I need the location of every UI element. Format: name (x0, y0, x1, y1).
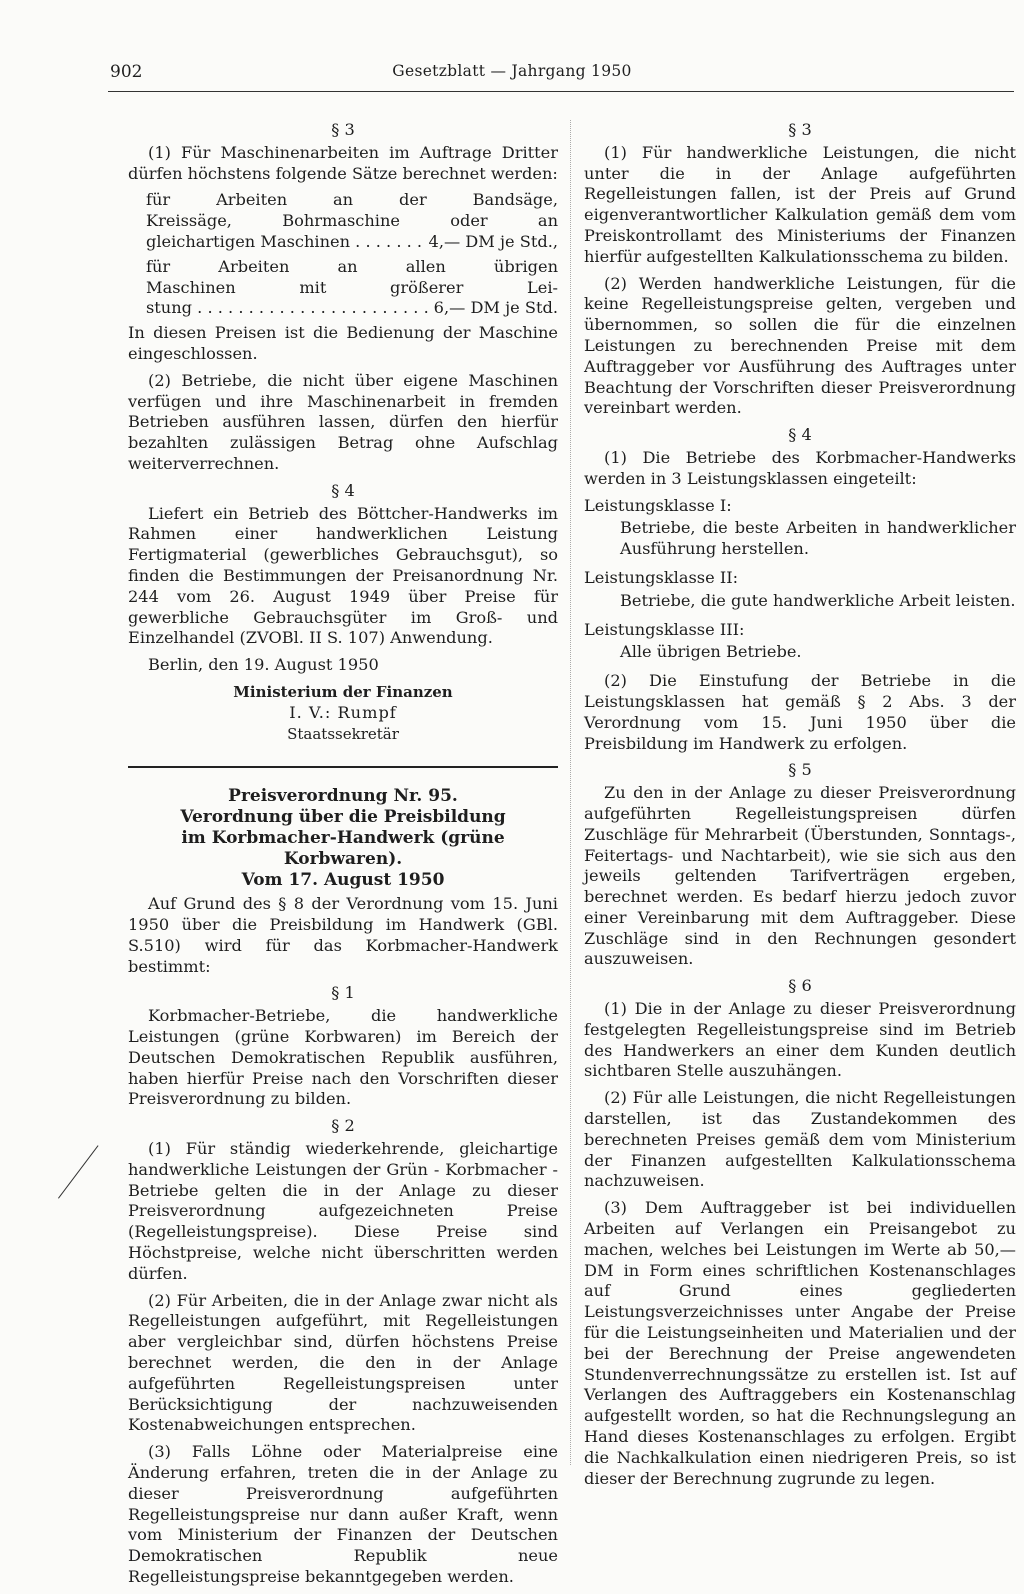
rate-row (146, 298, 558, 319)
section-divider (128, 766, 558, 768)
signatory: I. V.: Rumpf (289, 702, 397, 722)
paragraph: Korbmacher-Betriebe, die handwerkliche Leistungen (grüne Korbwaren) im Bereich der Deutschen Demokratischen Republik ausführen, haben hierfür Preise nach den Vorschriften dieser Preisverordnung zu bilden. (128, 1006, 558, 1109)
paragraph: In diesen Preisen ist die Bedienung der Maschine eingeschlossen. (128, 323, 558, 363)
section-heading: § 4 (331, 480, 355, 500)
paragraph: (1) Für Maschinenarbeiten im Auftrage Dritter dürfen höchstens folgende Sätze berechnet werden: (128, 142, 558, 183)
section-heading: § 4 (788, 425, 812, 445)
header-rule (108, 91, 1014, 92)
ordinance-subtitle: Verordnung über die Preisbildung (180, 807, 506, 828)
rate-text: für Arbeiten an allen übrigen (146, 256, 558, 276)
rate-item (128, 190, 558, 252)
paragraph: (2) Betriebe, die nicht über eigene Maschinen verfügen und ihre Maschinenarbeit in fremden Betrieben ausführen lassen, dürfen den hierfür bezahlten zulässigen Betrag ohne Aufschlag weiterverrechnen. (128, 370, 558, 473)
paragraph: (2) Für Arbeiten, die in der Anlage zwar nicht als Regelleistungen aufgeführt, mit Regelleistungen aber vergleichbar sind, dürfen höchstens Preise berechnet werden, die den in der Anlage aufgeführten Regelleistungspreisen unter Berücksichtigung der nachzuweisenden Kostenabweichungen entsprechen. (128, 1290, 558, 1435)
paragraph: Liefert ein Betrieb des Böttcher-Handwerks im Rahmen einer handwerklichen Leistung Fertigmaterial (gewerbliches Gebrauchsgut), so finden die Bestimmungen der Preisanordnung Nr. 244 vom 26. August 1949 über Preise für gewerbliche Gebrauchsgüter im Groß- und Einzelhandel (ZVOBl. II S. 107) Anwendung. (128, 503, 558, 648)
right-column (584, 118, 1016, 1495)
section-heading: § 3 (788, 120, 812, 139)
rate-text: Kreissäge, Bohrmaschine oder an (146, 211, 558, 231)
column-separator (570, 120, 571, 1465)
class-label: Leistungsklasse I: (584, 495, 732, 515)
paragraph: (2) Für alle Leistungen, die nicht Regelleistungen darstellen, ist das Zustandekommen des berechneten Preises gemäß dem vom Ministerium der Finanzen aufgestellten Kalkulationsschema nachzuweisen. (584, 1088, 1016, 1191)
rate-row (146, 232, 558, 253)
ordinance-date: Vom 17. August 1950 (241, 869, 445, 890)
paragraph: (3) Dem Auftraggeber ist bei individuellen Arbeiten auf Verlangen ein Preisangebot zu machen, welches bei Leistungen im Werte ab 50,— DM in Form eines schriftlichen Kostenanschlages auf Grund eines gegliederten Leistungsverzeichnisses unter Angabe der Preise für die Leistungseinheiten und Materialien und der bei der Berechnung der Preise angewendeten Stundenverrechnungssätze zu erstellen ist. Ist auf Verlangen des Auftraggebers ein Kostenanschlag aufgestellt worden, so hat die Rechnungslegung an Hand dieses Kostenanschlages zu erfolgen. Ergibt die Nachkalkulation einen niedrigeren Preis, so ist dieser der Berechnung zugrunde zu legen. (584, 1198, 1016, 1488)
paragraph: (1) Für handwerkliche Leistungen, die nicht unter die in der Anlage aufgeführten Regelleistungen fallen, ist der Preis auf Grund eigenverantwortlicher Kalkulation gemäß dem vom Preiskontrollamt des Ministeriums der Finanzen hierfür aufgestellten Kalkulationsschema zu bilden. (584, 142, 1016, 266)
class-label: Leistungsklasse III: (584, 619, 745, 639)
rate-value: 6,— DM je Std. (433, 298, 558, 318)
rate-label: stung . . . (146, 298, 428, 319)
class-description: Alle übrigen Betriebe. (620, 642, 802, 662)
rate-text: Maschinen mit größerer Lei- (146, 277, 558, 297)
ministry-name: Ministerium der Finanzen (233, 682, 453, 701)
section-heading: § 2 (331, 1116, 355, 1136)
section-heading: § 6 (788, 976, 812, 996)
paragraph: (3) Falls Löhne oder Materialpreise eine Änderung erfahren, treten die in der Anlage zu dieser Preisverordnung aufgeführten Regelleistungspreise nur dann außer Kraft, wenn vom Ministerium der Finanzen der Deutschen Demokratischen Republik neue Regelleistungspreise bekanntgegeben werden. (128, 1442, 558, 1586)
place-date: Berlin, den 19. August 1950 (148, 655, 379, 675)
class-label: Leistungsklasse II: (584, 567, 739, 587)
class-description: Betriebe, die beste Arbeiten in handwerklicher Ausführung herstellen. (620, 518, 1016, 559)
paragraph: (1) Die in der Anlage zu dieser Preisverordnung festgelegten Regelleistungspreise sind im Betrieb des Handwerkers an einer dem Kunden deutlich sichtbaren Stelle auszuhängen. (584, 999, 1016, 1081)
rate-text: für Arbeiten an der Bandsäge, (146, 190, 558, 210)
signatory-title: Staatssekretär (287, 724, 399, 743)
paragraph: (2) Die Einstufung der Betriebe in die Leistungsklassen hat gemäß § 2 Abs. 3 der Verordnung vom 15. Juni 1950 über die Preisbildung im Handwerk zu erfolgen. (584, 671, 1016, 753)
rate-label: gleichartigen Maschinen . . . (146, 232, 423, 253)
paragraph: Auf Grund des § 8 der Verordnung vom 15. Juni 1950 über die Preisbildung im Handwerk (GBl. S.510) wird für das Korbmacher-Handwerk bestimmt: (128, 894, 558, 976)
class-description: Betriebe, die gute handwerkliche Arbeit leisten. (620, 590, 1016, 610)
publication-title: Gesetzblatt — Jahrgang 1950 (392, 62, 632, 80)
page-header (0, 62, 1024, 92)
rate-value: 4,— DM je Std., (428, 231, 558, 251)
paragraph: (2) Werden handwerkliche Leistungen, für die keine Regelleistungspreise gelten, vergeben und übernommen, so sollen die für die einzelnen Leistungen zu berechnenden Preise mit dem Auftraggeber vor Ausführung des Auftrages unter Beachtung der Vorschriften dieser Preisverordnung vereinbart werden. (584, 273, 1016, 418)
ordinance-subtitle: im Korbmacher-Handwerk (grüne Korbwaren). (181, 827, 505, 869)
section-heading: § 5 (788, 760, 812, 780)
section-heading: § 3 (331, 120, 355, 139)
section-heading: § 1 (331, 983, 355, 1003)
left-column (128, 118, 558, 1594)
paragraph: Zu den in der Anlage zu dieser Preisverordnung aufgeführten Regelleistungspreisen dürfen Zuschläge für Mehrarbeit (Überstunden, Sonntags-, Feitertags- und Nachtarbeit), wie sie sich aus den jeweils geltenden Tarifverträgen ergeben, berechnet werden. Es bedarf hierzu jedoch zuvor einer Vereinbarung mit dem Auftraggeber. Diese Zuschläge sind in den Rechnungen gesondert auszuweisen. (584, 783, 1016, 969)
paragraph: (1) Die Betriebe des Korbmacher-Handwerks werden in 3 Leistungsklassen eingeteilt: (584, 447, 1016, 488)
rate-item (128, 257, 558, 319)
paragraph: (1) Für ständig wiederkehrende, gleichartige handwerkliche Leistungen der Grün - Korbmacher - Betriebe gelten die in der Anlage zu dieser Preisverordnung aufgezeichneten Preise (Regelleistungspreise). Diese Preise sind Höchstpreise, welche nicht überschritten werden dürfen. (128, 1139, 558, 1283)
page-number: 902 (110, 62, 143, 82)
margin-pencil-mark (58, 1145, 99, 1198)
ordinance-title: Preisverordnung Nr. 95. (228, 786, 458, 807)
